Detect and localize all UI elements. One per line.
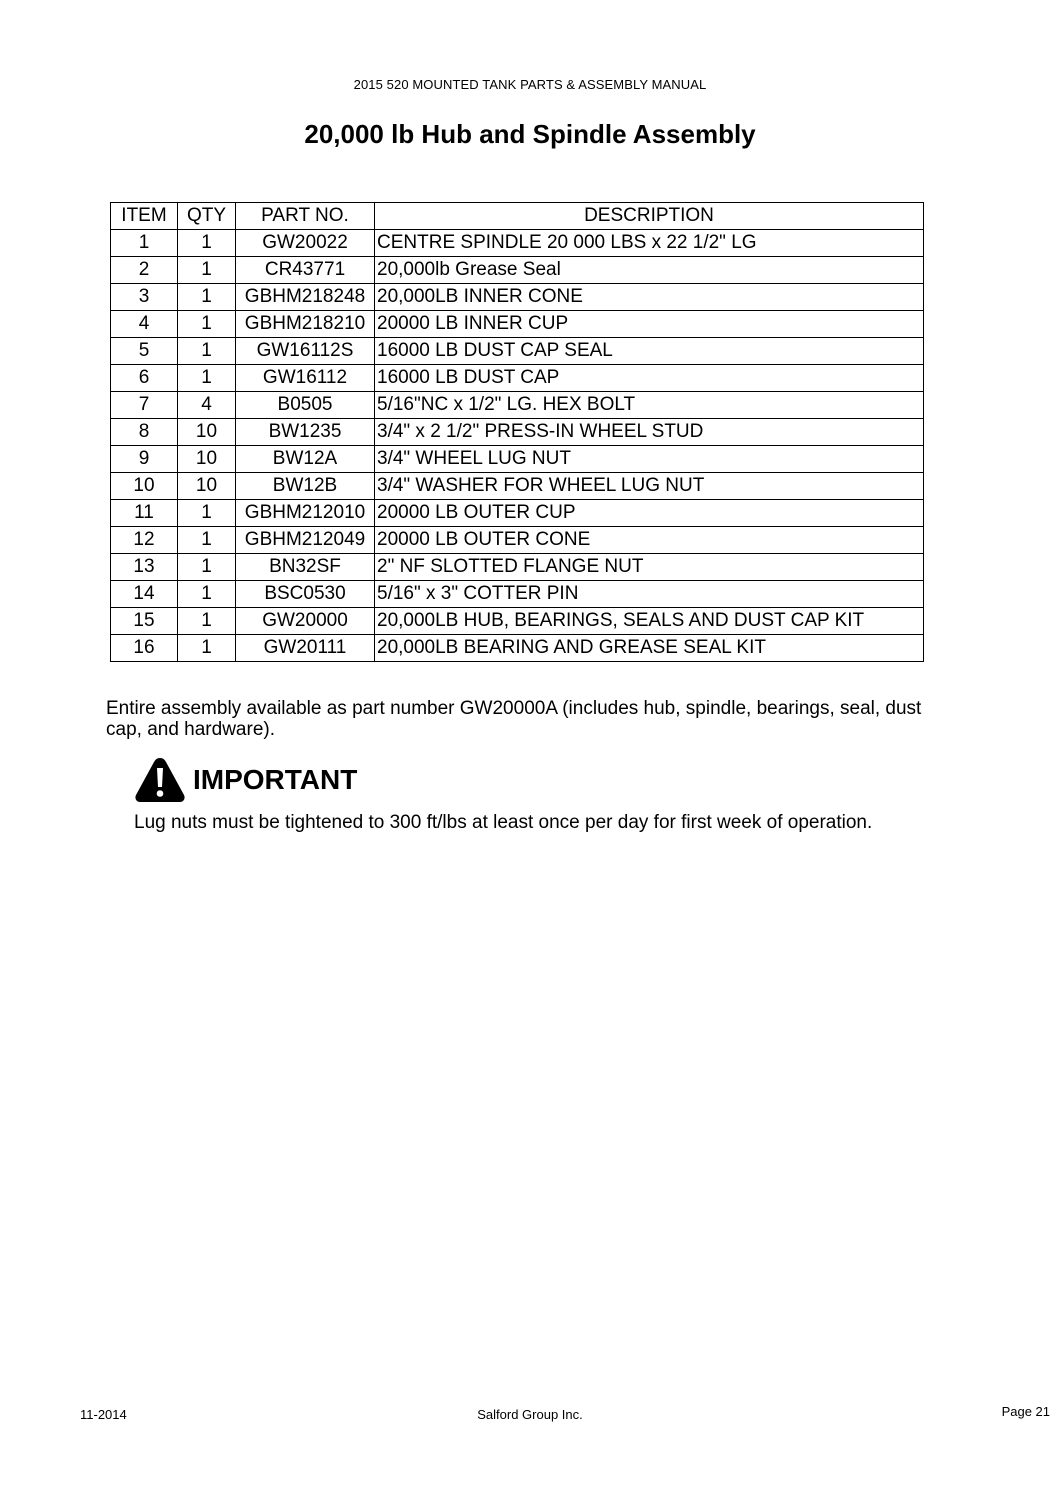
cell-qty: 1 [178, 500, 236, 527]
cell-description: 16000 LB DUST CAP [375, 365, 924, 392]
cell-part-no: BW12B [236, 473, 375, 500]
cell-description: 2" NF SLOTTED FLANGE NUT [375, 554, 924, 581]
cell-part-no: BW12A [236, 446, 375, 473]
parts-table [110, 202, 924, 662]
manual-title: 2015 520 MOUNTED TANK PARTS & ASSEMBLY MANUAL [353, 77, 707, 92]
cell-part-no: BSC0530 [236, 581, 375, 608]
cell-part-no: BW1235 [236, 419, 375, 446]
table-row [111, 554, 924, 581]
important-callout [133, 754, 357, 806]
table-row [111, 284, 924, 311]
cell-part-no: BN32SF [236, 554, 375, 581]
cell-qty: 1 [178, 230, 236, 257]
cell-item: 16 [111, 635, 178, 662]
important-label: IMPORTANT [193, 764, 358, 795]
page-title: 20,000 lb Hub and Spindle Assembly [304, 119, 756, 149]
cell-description: 20000 LB OUTER CONE [375, 527, 924, 554]
table-row [111, 500, 924, 527]
cell-item: 1 [111, 230, 178, 257]
column-header-description: DESCRIPTION [375, 203, 924, 230]
cell-item: 9 [111, 446, 178, 473]
cell-part-no: GW20022 [236, 230, 375, 257]
cell-item: 4 [111, 311, 178, 338]
cell-item: 13 [111, 554, 178, 581]
table-row [111, 608, 924, 635]
cell-item: 15 [111, 608, 178, 635]
cell-description: 16000 LB DUST CAP SEAL [375, 338, 924, 365]
table-row [111, 473, 924, 500]
cell-qty: 10 [178, 419, 236, 446]
cell-qty: 1 [178, 365, 236, 392]
column-header-qty: QTY [178, 203, 236, 230]
cell-qty: 1 [178, 635, 236, 662]
table-row [111, 419, 924, 446]
cell-qty: 10 [178, 473, 236, 500]
cell-qty: 1 [178, 257, 236, 284]
table-row [111, 527, 924, 554]
cell-qty: 1 [178, 554, 236, 581]
table-row [111, 365, 924, 392]
cell-part-no: GBHM218248 [236, 284, 375, 311]
cell-item: 7 [111, 392, 178, 419]
footer-company: Salford Group Inc. [477, 1407, 583, 1422]
cell-description: 20,000lb Grease Seal [375, 257, 924, 284]
table-row [111, 446, 924, 473]
cell-description: 20,000LB INNER CONE [375, 284, 924, 311]
cell-item: 5 [111, 338, 178, 365]
cell-part-no: GW20000 [236, 608, 375, 635]
cell-item: 10 [111, 473, 178, 500]
cell-description: 20000 LB INNER CUP [375, 311, 924, 338]
cell-description: 20000 LB OUTER CUP [375, 500, 924, 527]
column-header-item: ITEM [111, 203, 178, 230]
warning-icon [133, 755, 187, 805]
cell-part-no: GBHM212010 [236, 500, 375, 527]
cell-description: 5/16" x 3" COTTER PIN [375, 581, 924, 608]
cell-part-no: GW16112S [236, 338, 375, 365]
cell-item: 3 [111, 284, 178, 311]
footer-date: 11-2014 [80, 1407, 127, 1422]
cell-qty: 1 [178, 527, 236, 554]
cell-item: 6 [111, 365, 178, 392]
cell-item: 14 [111, 581, 178, 608]
table-row [111, 392, 924, 419]
parts-table-body [111, 230, 924, 662]
table-row [111, 257, 924, 284]
important-text: Lug nuts must be tightened to 300 ft/lbs at least once per day for first week of operation. [134, 812, 873, 833]
cell-qty: 1 [178, 608, 236, 635]
page-number: Page 21 [1001, 1404, 1050, 1419]
cell-qty: 1 [178, 338, 236, 365]
table-row [111, 230, 924, 257]
table-row [111, 581, 924, 608]
cell-qty: 1 [178, 581, 236, 608]
cell-qty: 4 [178, 392, 236, 419]
cell-part-no: GBHM212049 [236, 527, 375, 554]
cell-description: 20,000LB BEARING AND GREASE SEAL KIT [375, 635, 924, 662]
table-row [111, 311, 924, 338]
cell-item: 12 [111, 527, 178, 554]
cell-description: CENTRE SPINDLE 20 000 LBS x 22 1/2" LG [375, 230, 924, 257]
cell-description: 20,000LB HUB, BEARINGS, SEALS AND DUST CAP KIT [375, 608, 924, 635]
cell-part-no: GW20111 [236, 635, 375, 662]
column-header-part-no: PART NO. [236, 203, 375, 230]
cell-description: 3/4" x 2 1/2" PRESS-IN WHEEL STUD [375, 419, 924, 446]
cell-qty: 1 [178, 284, 236, 311]
cell-description: 3/4" WASHER FOR WHEEL LUG NUT [375, 473, 924, 500]
cell-qty: 1 [178, 311, 236, 338]
cell-item: 2 [111, 257, 178, 284]
cell-part-no: GBHM218210 [236, 311, 375, 338]
table-row [111, 338, 924, 365]
table-header-row [111, 203, 924, 230]
cell-part-no: B0505 [236, 392, 375, 419]
cell-qty: 10 [178, 446, 236, 473]
cell-description: 3/4" WHEEL LUG NUT [375, 446, 924, 473]
cell-description: 5/16"NC x 1/2" LG. HEX BOLT [375, 392, 924, 419]
cell-part-no: CR43771 [236, 257, 375, 284]
table-row [111, 635, 924, 662]
cell-item: 8 [111, 419, 178, 446]
cell-part-no: GW16112 [236, 365, 375, 392]
assembly-note: Entire assembly available as part number GW20000A (includes hub, spindle, bearings, seal, dust cap, and hardware). [106, 698, 922, 740]
cell-item: 11 [111, 500, 178, 527]
